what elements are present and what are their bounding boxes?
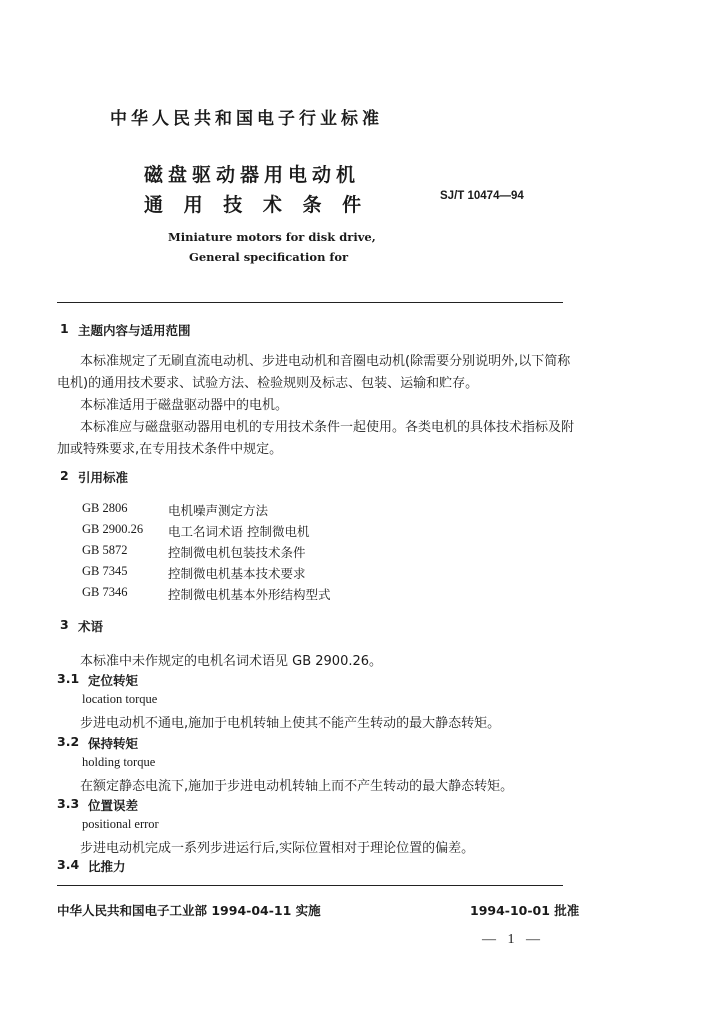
footer-divider: [57, 885, 563, 886]
section-1-para1-line1: 本标准规定了无刷直流电动机、步进电动机和音圈电动机(除需要分别说明外,以下简称: [80, 354, 571, 369]
doc-title-line2: 通 用 技 术 条 件: [144, 194, 369, 216]
term-definition: 步进电动机不通电,施加于电机转轴上使其不能产生转动的最大静态转矩。: [80, 716, 501, 731]
term-english: location torque: [82, 692, 158, 706]
page-number: — 1 —: [482, 932, 544, 947]
term-definition: 在额定静态电流下,施加于步进电动机转轴上而不产生转动的最大静态转矩。: [80, 779, 514, 794]
ref-title: 电工名词术语 控制微电机: [168, 524, 310, 539]
section-2-title: 引用标准: [78, 470, 129, 485]
ref-code: GB 2806: [82, 501, 128, 515]
term-number: 3.1: [57, 671, 80, 686]
ref-title: 控制微电机基本外形结构型式: [168, 587, 331, 602]
ref-title: 控制微电机基本技术要求: [168, 566, 306, 581]
section-1-number: 1: [60, 321, 69, 336]
ref-title: 电机噪声测定方法: [168, 503, 269, 518]
section-1-para3-line2: 加或特殊要求,在专用技术条件中规定。: [57, 442, 283, 457]
term-definition: 步进电动机完成一系列步进运行后,实际位置相对于理论位置的偏差。: [80, 841, 475, 856]
issuer-date: 中华人民共和国电子工业部 1994-04-11 实施: [57, 903, 321, 918]
section-3-intro: 本标准中未作规定的电机名词术语见 GB 2900.26。: [80, 654, 383, 669]
ref-code: GB 5872: [82, 543, 128, 557]
term-title: 位置误差: [88, 798, 139, 813]
english-title-line2: General specification for: [189, 250, 349, 264]
ref-code: GB 2900.26: [82, 522, 144, 536]
section-1-para2: 本标准适用于磁盘驱动器中的电机。: [80, 398, 289, 413]
section-1-para3-line1: 本标准应与磁盘驱动器用电机的专用技术条件一起使用。各类电机的具体技术指标及附: [80, 420, 575, 435]
section-3-title: 术语: [78, 619, 104, 634]
section-1-para1-line2: 电机)的通用技术要求、试验方法、检验规则及标志、包装、运输和贮存。: [57, 376, 479, 391]
section-2-number: 2: [60, 468, 69, 483]
term-number: 3.2: [57, 734, 80, 749]
ref-title: 控制微电机包装技术条件: [168, 545, 306, 560]
term-english: positional error: [82, 817, 159, 831]
term-title: 比推力: [88, 859, 126, 874]
approval-date: 1994-10-01 批准: [470, 903, 580, 918]
standard-number: SJ/T 10474—94: [440, 190, 524, 202]
doc-title-line1: 磁盘驱动器用电动机: [144, 164, 361, 186]
header-divider: [57, 302, 563, 303]
section-3-number: 3: [60, 617, 69, 632]
english-title-line1: Miniature motors for disk drive,: [168, 230, 376, 244]
org-title: 中华人民共和国电子行业标准: [110, 109, 383, 129]
term-title: 定位转矩: [88, 673, 139, 688]
term-title: 保持转矩: [88, 736, 139, 751]
ref-code: GB 7346: [82, 585, 128, 599]
section-1-title: 主题内容与适用范围: [78, 323, 191, 338]
term-number: 3.3: [57, 796, 80, 811]
term-number: 3.4: [57, 857, 80, 872]
term-english: holding torque: [82, 755, 156, 769]
ref-code: GB 7345: [82, 564, 128, 578]
